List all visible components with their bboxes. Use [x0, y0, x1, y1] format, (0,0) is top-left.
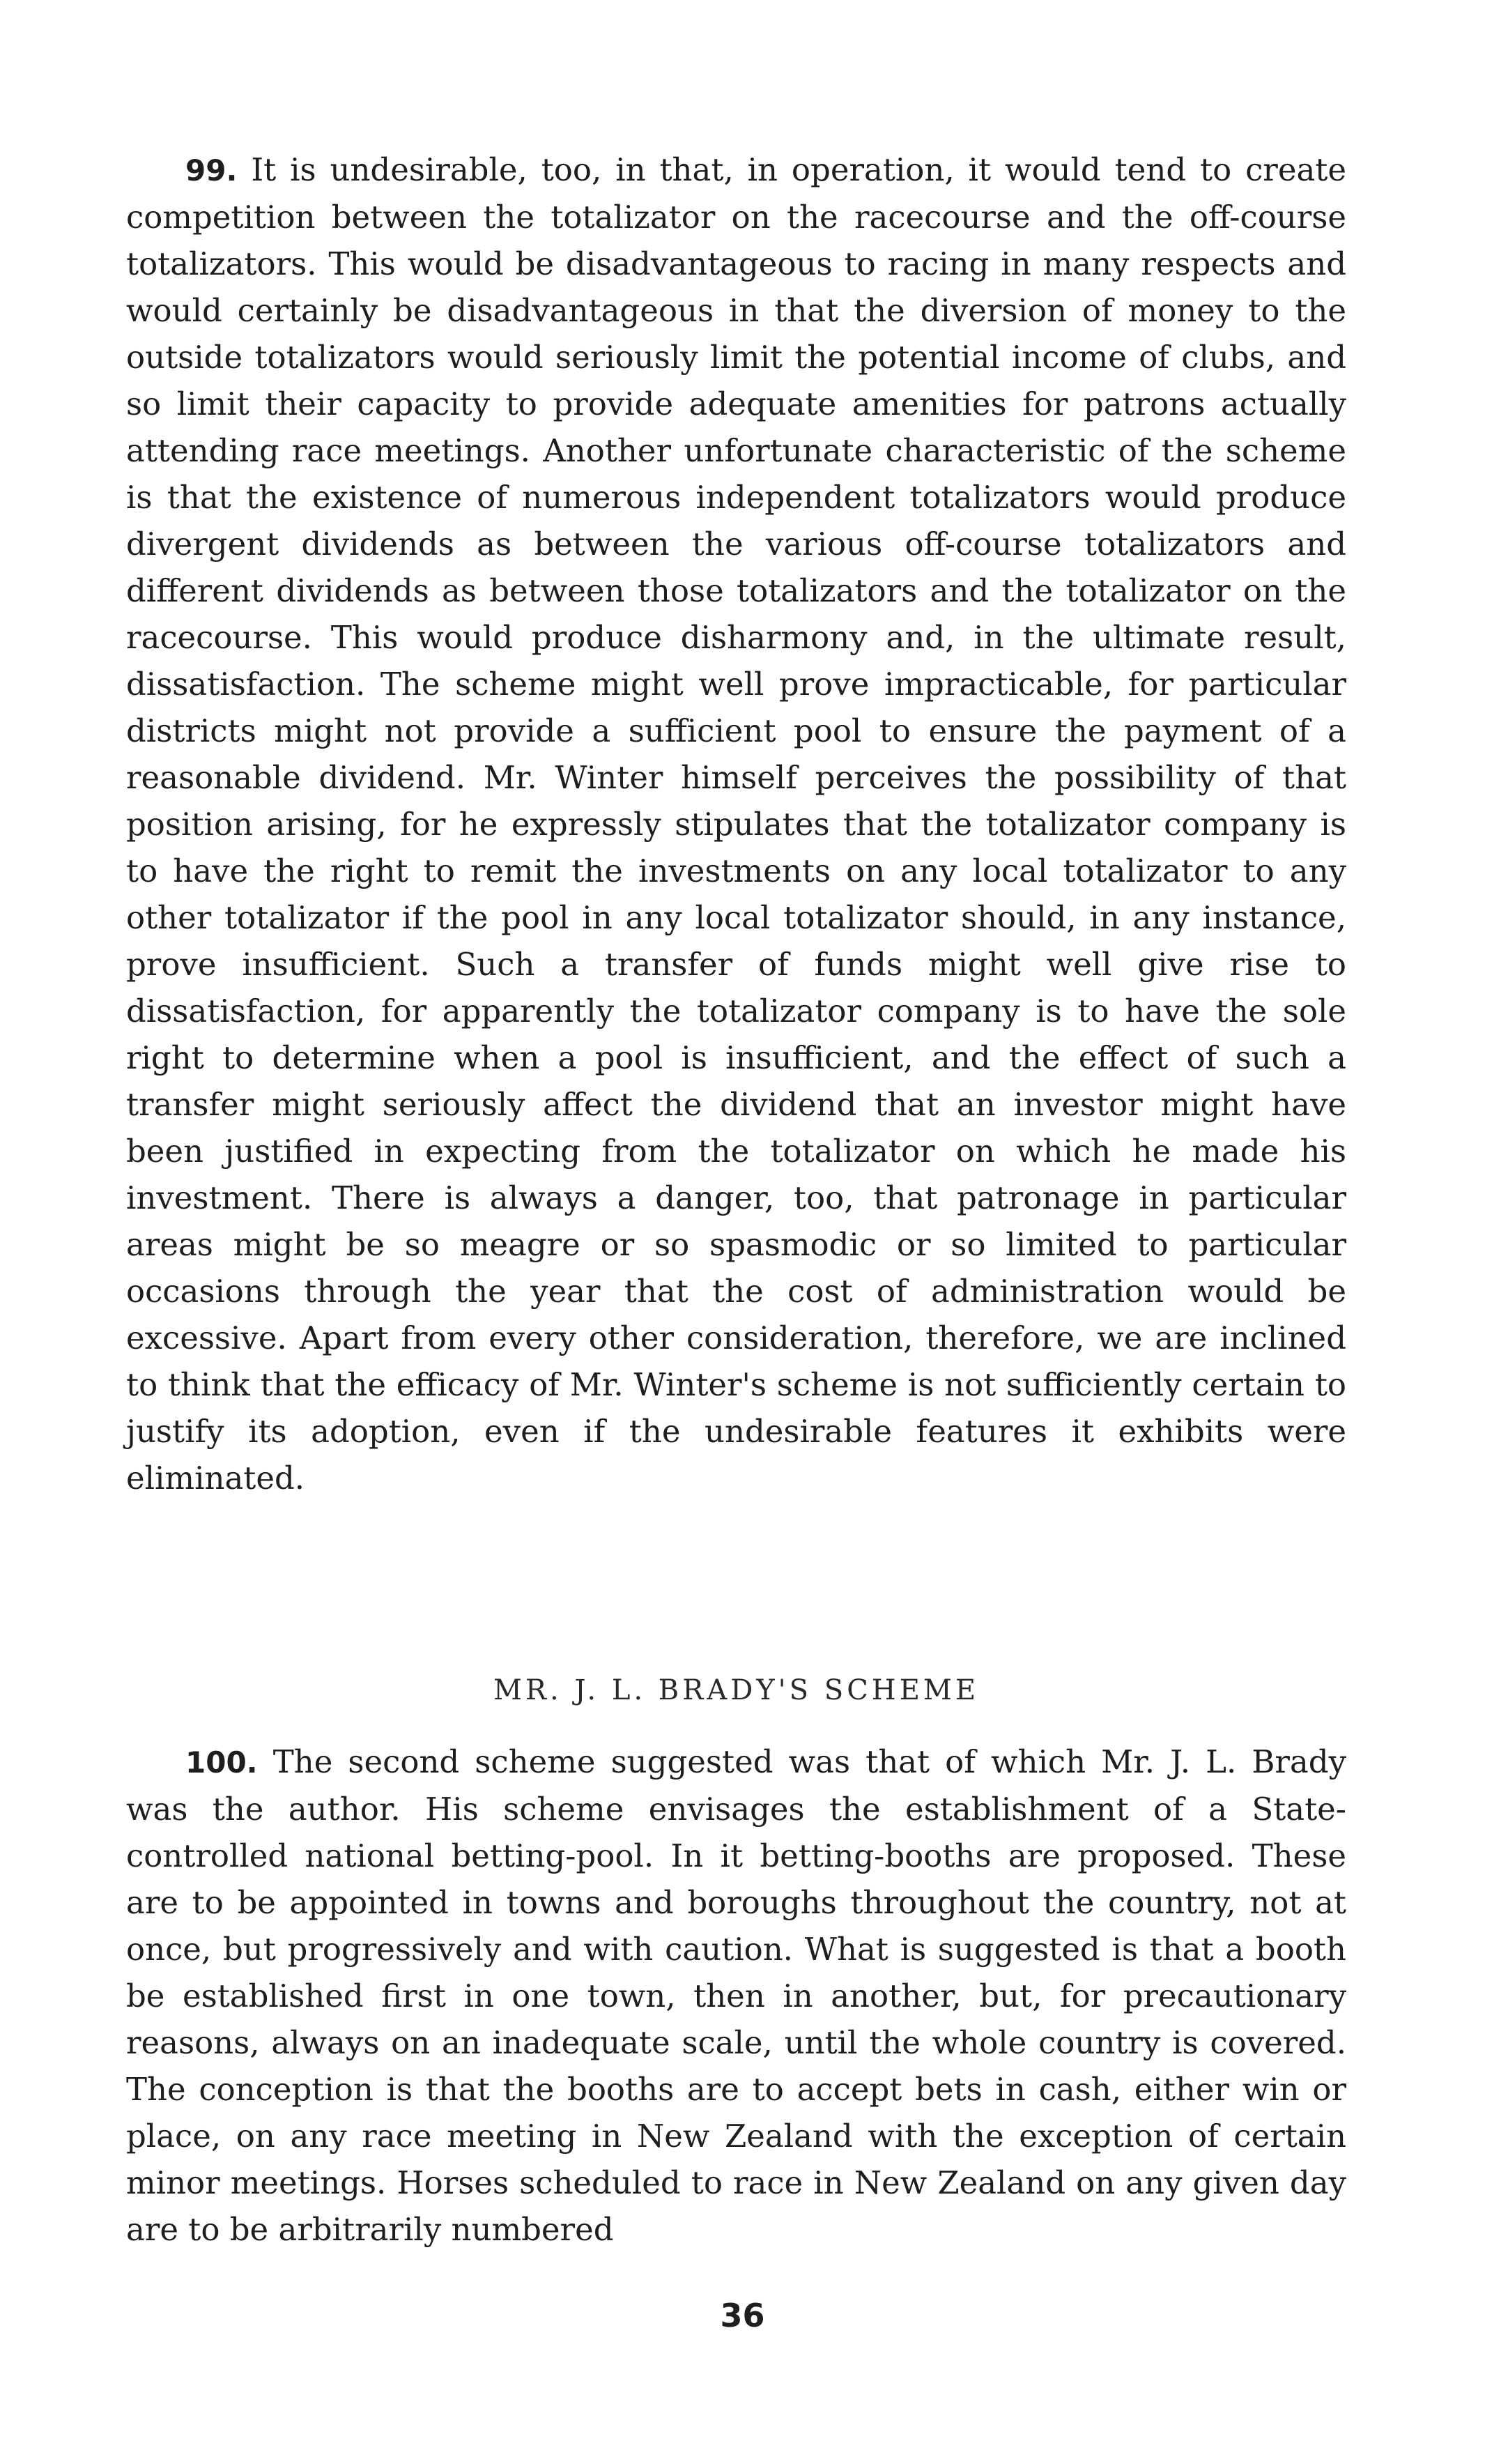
paragraph-text: The second scheme suggested was that of which Mr. J. L. Brady was the author. His scheme envisages the establishment of a State-controlled national betting-pool. In it betting-booths are proposed. These are to be appointed in towns and boroughs throughout the country, not at once, but progressively and with caution. What is suggested is that a booth be established first in one town, then in another, but, for precautionary reasons, always on an inadequate scale, until the whole country is covered. The conception is that the booths are to accept bets in cash, either win or place, on any race meeting in New Zealand with the exception of certain minor meetings. Horses scheduled to race in New Zealand on any given day are to be arbitrarily numbered [126, 1743, 1346, 2248]
section-heading: MR. J. L. BRADY'S SCHEME [493, 1674, 980, 1706]
page-number: 36 [720, 2297, 765, 2334]
paragraph-99 [126, 146, 1346, 1501]
paragraph-text: It is undesirable, too, in that, in operation, it would tend to create competition between the totalizator on the racecourse and the off-course totalizators. This would be disadvantageous to racing in many respects and would certainly be disadvantageous in that the diversion of money to the outside totalizators would seriously limit the potential income of clubs, and so limit their capacity to provide adequate amenities for patrons actually attending race meetings. Another unfortunate characteristic of the scheme is that the existence of numerous independent totalizators would produce divergent dividends as between the various off-course totalizators and different dividends as between those totalizators and the totalizator on the racecourse. This would produce disharmony and, in the ultimate result, dissatisfaction. The scheme might well prove impracticable, for particular districts might not provide a sufficient pool to ensure the payment of a reasonable dividend. Mr. Winter himself perceives the possibility of that position arising, for he expressly stipulates that the totalizator company is to have the right to remit the investments on any local totalizator to any other totalizator if the pool in any local totalizator should, in any instance, prove insufficient. Such a transfer of funds might well give rise to dissatisfaction, for apparently the totalizator company is to have the sole right to determine when a pool is insufficient, and the effect of such a transfer might seriously affect the dividend that an investor might have been justified in expecting from the totalizator on which he made his investment. There is always a danger, too, that patronage in particular areas might be so meagre or so spasmodic or so limited to particular occasions through the year that the cost of administration would be excessive. Apart from every other consideration, therefore, we are inclined to think that the efficacy of Mr. Winter's scheme is not sufficiently certain to justify its adoption, even if the undesirable features it exhibits were eliminated. [126, 151, 1346, 1497]
paragraph-number: 100. [185, 1745, 258, 1780]
paragraph-number: 99. [185, 153, 238, 188]
paragraph-100 [126, 1738, 1346, 2253]
